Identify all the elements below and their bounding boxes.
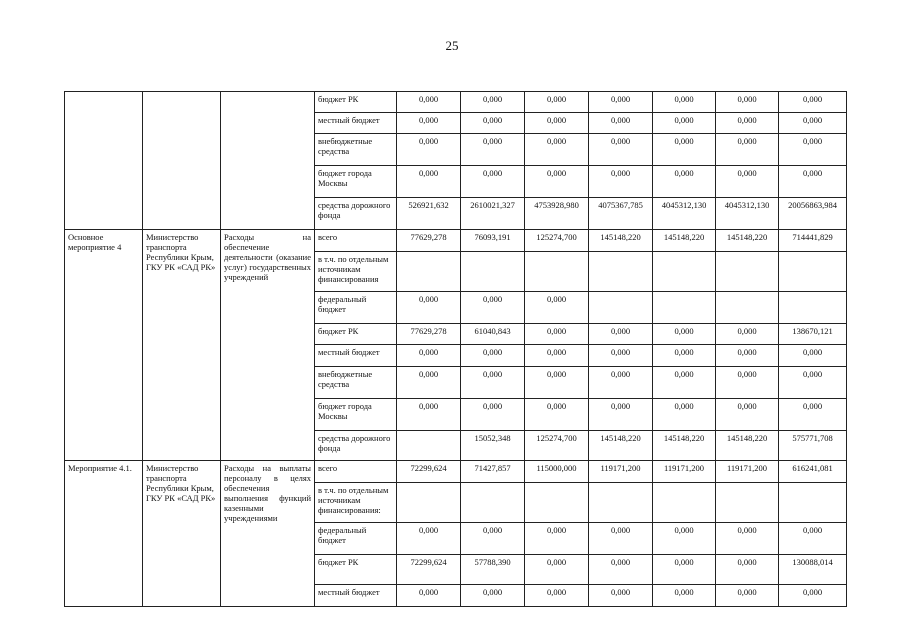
year-value-cell xyxy=(461,483,525,523)
year-value-cell xyxy=(716,483,779,523)
year-value-cell: 0,000 xyxy=(525,134,589,166)
funding-source-cell: всего xyxy=(315,230,397,252)
year-value-cell: 0,000 xyxy=(525,92,589,113)
year-value-cell xyxy=(653,483,716,523)
funding-source-cell: средства дорожного фонда xyxy=(315,431,397,461)
funding-source-cell: федеральный бюджет xyxy=(315,292,397,324)
year-value-cell: 0,000 xyxy=(525,113,589,134)
year-value-cell: 0,000 xyxy=(397,113,461,134)
total-value-cell: 616241,081 xyxy=(779,461,847,483)
year-value-cell: 0,000 xyxy=(461,399,525,431)
total-value-cell: 714441,829 xyxy=(779,230,847,252)
year-value-cell: 0,000 xyxy=(525,523,589,555)
year-value-cell: 0,000 xyxy=(653,324,716,345)
financing-table xyxy=(64,91,847,607)
funding-source-cell: бюджет города Москвы xyxy=(315,399,397,431)
year-value-cell: 119171,200 xyxy=(716,461,779,483)
measure-description-cell xyxy=(221,92,315,230)
executor-cell xyxy=(143,92,221,230)
total-value-cell: 20056863,984 xyxy=(779,198,847,230)
funding-source-cell: внебюджетные средства xyxy=(315,134,397,166)
funding-source-cell: бюджет РК xyxy=(315,555,397,585)
year-value-cell xyxy=(397,431,461,461)
funding-source-cell: бюджет РК xyxy=(315,92,397,113)
total-value-cell: 0,000 xyxy=(779,399,847,431)
year-value-cell xyxy=(589,483,653,523)
year-value-cell xyxy=(653,292,716,324)
year-value-cell: 0,000 xyxy=(461,367,525,399)
year-value-cell: 0,000 xyxy=(589,134,653,166)
executor-cell: Министерство транспорта Республики Крым, ГКУ РК «САД РК» xyxy=(143,230,221,461)
year-value-cell: 0,000 xyxy=(653,523,716,555)
year-value-cell xyxy=(397,252,461,292)
year-value-cell: 0,000 xyxy=(653,166,716,198)
year-value-cell: 0,000 xyxy=(589,399,653,431)
page-number: 25 xyxy=(445,38,459,53)
year-value-cell: 0,000 xyxy=(589,585,653,607)
total-value-cell: 0,000 xyxy=(779,113,847,134)
year-value-cell: 2610021,327 xyxy=(461,198,525,230)
year-value-cell: 4075367,785 xyxy=(589,198,653,230)
year-value-cell xyxy=(461,252,525,292)
funding-source-cell: средства дорожного фонда xyxy=(315,198,397,230)
year-value-cell: 119171,200 xyxy=(589,461,653,483)
year-value-cell: 4753928,980 xyxy=(525,198,589,230)
year-value-cell: 0,000 xyxy=(525,555,589,585)
year-value-cell: 145148,220 xyxy=(589,431,653,461)
year-value-cell: 0,000 xyxy=(461,585,525,607)
year-value-cell: 526921,632 xyxy=(397,198,461,230)
year-value-cell: 0,000 xyxy=(716,345,779,367)
funding-source-cell: местный бюджет xyxy=(315,585,397,607)
year-value-cell: 72299,624 xyxy=(397,461,461,483)
year-value-cell: 77629,278 xyxy=(397,324,461,345)
year-value-cell: 0,000 xyxy=(397,367,461,399)
measure-name-cell: Основное мероприятие 4 xyxy=(65,230,143,461)
total-value-cell: 0,000 xyxy=(779,166,847,198)
year-value-cell: 4045312,130 xyxy=(653,198,716,230)
table-body xyxy=(65,92,847,607)
year-value-cell: 0,000 xyxy=(461,113,525,134)
year-value-cell: 0,000 xyxy=(461,345,525,367)
year-value-cell: 0,000 xyxy=(716,113,779,134)
total-value-cell: 0,000 xyxy=(779,345,847,367)
year-value-cell: 0,000 xyxy=(525,585,589,607)
funding-source-cell: внебюджетные средства xyxy=(315,367,397,399)
year-value-cell: 72299,624 xyxy=(397,555,461,585)
year-value-cell: 0,000 xyxy=(716,134,779,166)
year-value-cell: 145148,220 xyxy=(716,431,779,461)
funding-source-cell: бюджет РК xyxy=(315,324,397,345)
total-value-cell xyxy=(779,483,847,523)
year-value-cell: 0,000 xyxy=(589,523,653,555)
funding-source-cell: местный бюджет xyxy=(315,113,397,134)
year-value-cell: 0,000 xyxy=(653,113,716,134)
total-value-cell: 138670,121 xyxy=(779,324,847,345)
executor-cell: Министерство транспорта Республики Крым, ГКУ РК «САД РК» xyxy=(143,461,221,607)
measure-name-cell: Мероприятие 4.1. xyxy=(65,461,143,607)
year-value-cell xyxy=(653,252,716,292)
year-value-cell: 125274,700 xyxy=(525,431,589,461)
year-value-cell: 145148,220 xyxy=(653,230,716,252)
funding-source-cell: федеральный бюджет xyxy=(315,523,397,555)
total-value-cell: 0,000 xyxy=(779,367,847,399)
year-value-cell: 0,000 xyxy=(461,166,525,198)
year-value-cell: 0,000 xyxy=(525,324,589,345)
year-value-cell: 0,000 xyxy=(525,399,589,431)
year-value-cell: 0,000 xyxy=(397,585,461,607)
year-value-cell: 0,000 xyxy=(653,345,716,367)
year-value-cell: 0,000 xyxy=(716,555,779,585)
year-value-cell: 0,000 xyxy=(716,166,779,198)
year-value-cell: 0,000 xyxy=(716,367,779,399)
year-value-cell: 0,000 xyxy=(653,367,716,399)
year-value-cell: 0,000 xyxy=(716,92,779,113)
year-value-cell: 0,000 xyxy=(653,555,716,585)
year-value-cell: 0,000 xyxy=(397,345,461,367)
total-value-cell: 130088,014 xyxy=(779,555,847,585)
total-value-cell: 575771,708 xyxy=(779,431,847,461)
year-value-cell: 0,000 xyxy=(397,134,461,166)
table-row xyxy=(65,230,847,252)
funding-source-cell: в т.ч. по отдельным источникам финансирования xyxy=(315,252,397,292)
year-value-cell xyxy=(589,252,653,292)
total-value-cell xyxy=(779,292,847,324)
funding-source-cell: бюджет города Москвы xyxy=(315,166,397,198)
total-value-cell: 0,000 xyxy=(779,523,847,555)
year-value-cell: 0,000 xyxy=(397,92,461,113)
year-value-cell: 0,000 xyxy=(461,92,525,113)
year-value-cell: 0,000 xyxy=(716,585,779,607)
year-value-cell: 0,000 xyxy=(397,292,461,324)
total-value-cell: 0,000 xyxy=(779,134,847,166)
year-value-cell: 0,000 xyxy=(461,523,525,555)
year-value-cell xyxy=(397,483,461,523)
year-value-cell: 0,000 xyxy=(525,166,589,198)
year-value-cell: 0,000 xyxy=(589,166,653,198)
year-value-cell: 0,000 xyxy=(461,292,525,324)
year-value-cell: 0,000 xyxy=(397,523,461,555)
year-value-cell: 71427,857 xyxy=(461,461,525,483)
year-value-cell: 0,000 xyxy=(525,292,589,324)
funding-source-cell: в т.ч. по отдельным источникам финансирования: xyxy=(315,483,397,523)
year-value-cell: 0,000 xyxy=(461,134,525,166)
year-value-cell: 0,000 xyxy=(653,92,716,113)
total-value-cell: 0,000 xyxy=(779,585,847,607)
year-value-cell: 0,000 xyxy=(397,399,461,431)
year-value-cell: 0,000 xyxy=(525,367,589,399)
year-value-cell: 76093,191 xyxy=(461,230,525,252)
year-value-cell: 4045312,130 xyxy=(716,198,779,230)
measure-name-cell xyxy=(65,92,143,230)
year-value-cell: 145148,220 xyxy=(589,230,653,252)
year-value-cell xyxy=(589,292,653,324)
year-value-cell: 0,000 xyxy=(397,166,461,198)
year-value-cell: 119171,200 xyxy=(653,461,716,483)
funding-source-cell: местный бюджет xyxy=(315,345,397,367)
year-value-cell: 0,000 xyxy=(653,134,716,166)
year-value-cell: 115000,000 xyxy=(525,461,589,483)
year-value-cell: 61040,843 xyxy=(461,324,525,345)
table-row xyxy=(65,461,847,483)
year-value-cell: 0,000 xyxy=(653,585,716,607)
year-value-cell: 0,000 xyxy=(589,324,653,345)
year-value-cell: 125274,700 xyxy=(525,230,589,252)
total-value-cell: 0,000 xyxy=(779,92,847,113)
total-value-cell xyxy=(779,252,847,292)
year-value-cell: 57788,390 xyxy=(461,555,525,585)
measure-description-cell: Расходы на обеспечение деятельности (оказание услуг) государственных учреждений xyxy=(221,230,315,461)
measure-description-cell: Расходы на выплаты персоналу в целях обеспечения выполнения функций казенными учреждениями xyxy=(221,461,315,607)
funding-source-cell: всего xyxy=(315,461,397,483)
year-value-cell: 0,000 xyxy=(525,345,589,367)
year-value-cell xyxy=(716,292,779,324)
year-value-cell xyxy=(525,252,589,292)
year-value-cell: 0,000 xyxy=(589,555,653,585)
year-value-cell: 145148,220 xyxy=(716,230,779,252)
year-value-cell: 0,000 xyxy=(589,367,653,399)
table-row xyxy=(65,92,847,113)
year-value-cell: 0,000 xyxy=(716,523,779,555)
year-value-cell: 145148,220 xyxy=(653,431,716,461)
year-value-cell xyxy=(716,252,779,292)
year-value-cell: 0,000 xyxy=(589,92,653,113)
year-value-cell: 77629,278 xyxy=(397,230,461,252)
year-value-cell: 0,000 xyxy=(589,113,653,134)
year-value-cell xyxy=(525,483,589,523)
year-value-cell: 0,000 xyxy=(716,399,779,431)
year-value-cell: 15052,348 xyxy=(461,431,525,461)
year-value-cell: 0,000 xyxy=(589,345,653,367)
year-value-cell: 0,000 xyxy=(716,324,779,345)
year-value-cell: 0,000 xyxy=(653,399,716,431)
